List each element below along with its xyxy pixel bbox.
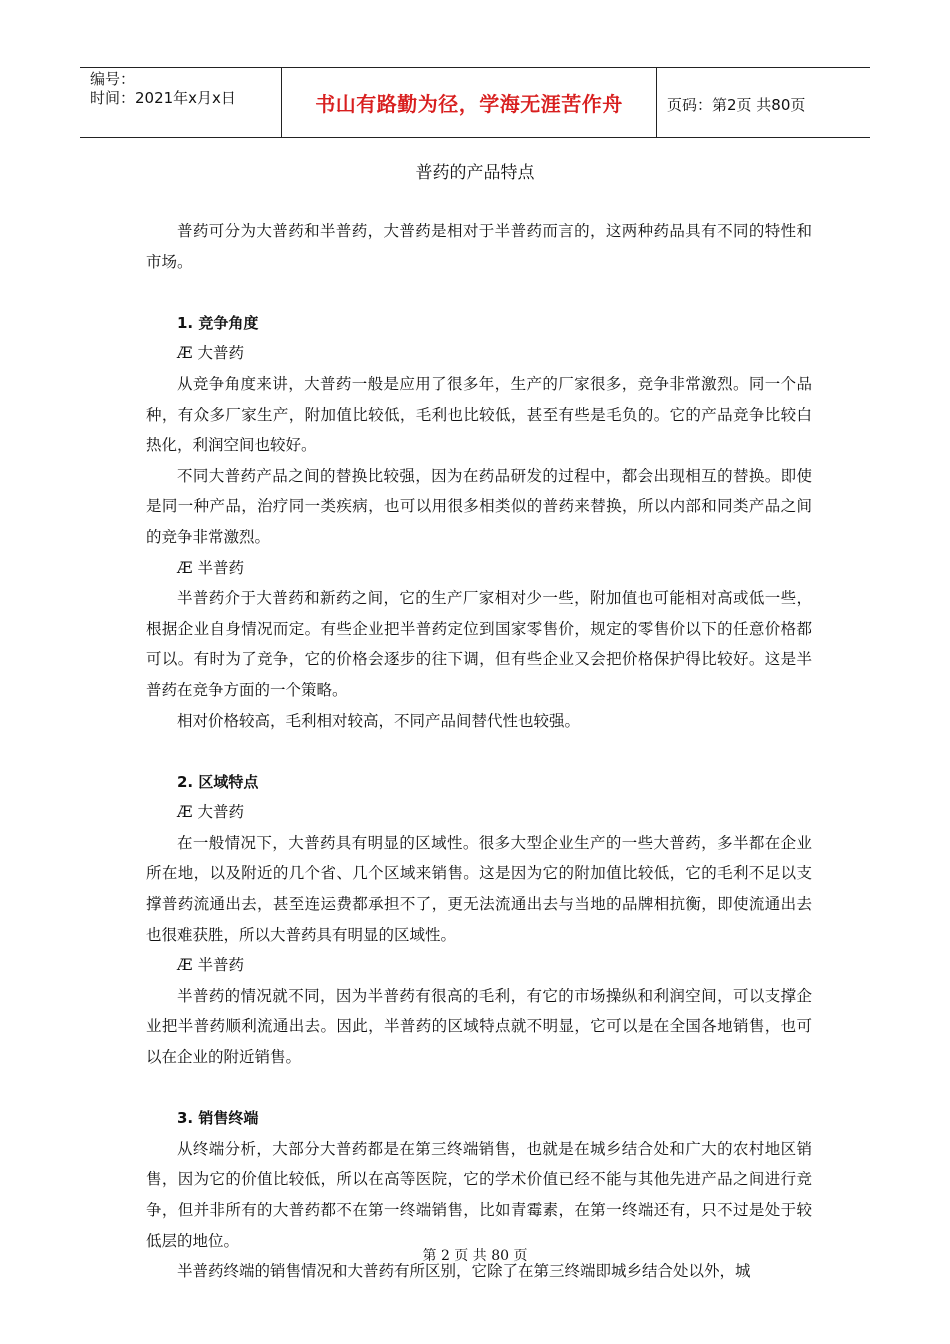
paragraph: 半普药终端的销售情况和大普药有所区别，它除了在第三终端即城乡结合处以外，城 xyxy=(177,1262,751,1281)
paragraph: 从竞争角度来讲，大普药一般是应用了很多年，生产的厂家很多，竞争非常激烈。同一个品种，有众多厂家生产，附加值比较低，毛利也比较低，甚至有些是毛负的。它的产品竞争比较白热化，利润空间也较好。 xyxy=(146,374,812,455)
document-number-label: 编号： xyxy=(90,70,136,88)
header-motto-cell xyxy=(281,68,657,137)
header-motto: 书山有路勤为径，学海无涯苦作舟 xyxy=(315,92,623,116)
section-heading: 2. 区域特点 xyxy=(177,772,259,791)
subheading: Æ 大普药 xyxy=(177,803,244,822)
paragraph: 相对价格较高，毛利相对较高，不同产品间替代性也较强。 xyxy=(177,711,581,730)
paragraph: 在一般情况下，大普药具有明显的区域性。很多大型企业生产的一些大普药，多半都在企业所在地，以及附近的几个省、几个区域来销售。这是因为它的附加值比较低，它的毛利不足以支撑普药流通出去，甚至连运费都承担不了，更无法流通出去与当地的品牌相抗衡，即使流通出去也很难获胜，所以大普药具有明显的区域性。 xyxy=(146,833,812,944)
section-heading: 1. 竞争角度 xyxy=(177,313,259,332)
header-page-label: 页码：第2页 共80页 xyxy=(667,96,806,114)
section-heading: 3. 销售终端 xyxy=(177,1109,259,1128)
header-page-cell xyxy=(657,68,870,137)
spacer xyxy=(146,1073,812,1104)
header-left-cell xyxy=(80,68,281,137)
document-body xyxy=(146,216,812,1287)
paragraph: 从终端分析，大部分大普药都是在第三终端销售，也就是在城乡结合处和广大的农村地区销售，因为它的价值比较低，所以在高等医院，它的学术价值已经不能与其他先进产品之间进行竞争，但并非所有的大普药都不在第一终端销售，比如青霉素，在第一终端还有，只不过是处于较低层的地位。 xyxy=(146,1139,812,1250)
intro-paragraph: 普药可分为大普药和半普药，大普药是相对于半普药而言的，这两种药品具有不同的特性和市场。 xyxy=(146,222,812,271)
paragraph: 不同大普药产品之间的替换比较强，因为在药品研发的过程中，都会出现相互的替换。即使是同一种产品，治疗同一类疾病，也可以用很多相类似的普药来替换，所以内部和同类产品之间的竞争非常激烈。 xyxy=(146,466,812,546)
paragraph: 半普药介于大普药和新药之间，它的生产厂家相对少一些，附加值也可能相对高或低一些，根据企业自身情况而定。有些企业把半普药定位到国家零售价，规定的零售价以下的任意价格都可以。有时为了竞争，它的价格会逐步的往下调，但有些企业又会把价格保护得比较好。这是半普药在竞争方面的一个策略。 xyxy=(146,589,812,699)
spacer xyxy=(146,736,812,767)
subheading: Æ 大普药 xyxy=(177,344,244,363)
page-header xyxy=(80,67,870,138)
subheading: Æ 半普药 xyxy=(177,956,244,975)
page-footer: 第 2 页 共 80 页 xyxy=(422,1248,528,1264)
document-title: 普药的产品特点 xyxy=(415,163,535,183)
paragraph: 半普药的情况就不同，因为半普药有很高的毛利，有它的市场操纵和利润空间，可以支撑企业把半普药顺利流通出去。因此，半普药的区域特点就不明显，它可以是在全国各地销售，也可以在企业的附近销售。 xyxy=(146,986,812,1067)
document-time-label: 时间：2021年x月x日 xyxy=(90,89,236,107)
subheading: Æ 半普药 xyxy=(177,558,244,577)
spacer xyxy=(146,277,812,308)
